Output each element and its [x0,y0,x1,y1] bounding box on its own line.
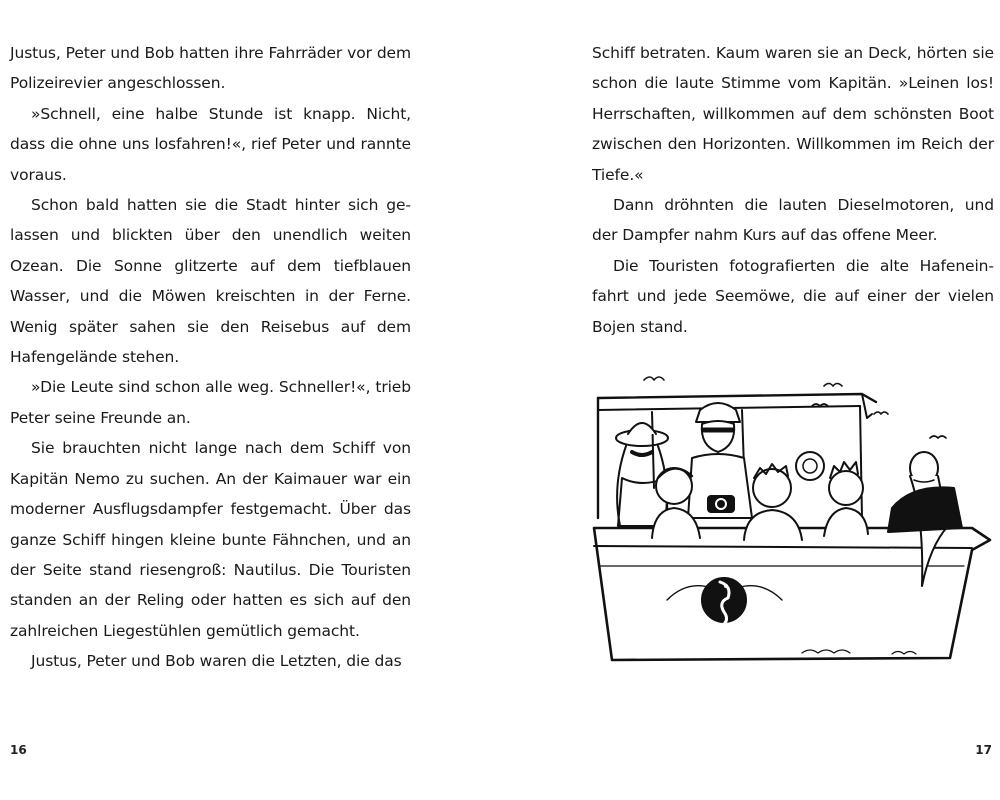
left-page-text [10,38,411,677]
paragraph: Schiff betraten. Kaum waren sie an Deck, hörten sie schon die laute Stimme vom Kapitän. »Leinen los! Herrschaften, willkommen auf dem schönsten Boot zwischen den Horizonten. Willkommen im Reich der Tiefe.« [592,44,994,184]
paragraph: Die Touristen fotografierten die alte Hafeneinfahrt und jede Seemöwe, die auf einer der vielen Bojen stand. [592,256,994,336]
paragraph: »Die Leute sind schon alle weg. Schneller!«, trieb Peter seine Freunde an. [10,378,411,427]
paragraph: Schon bald hatten sie die Stadt hinter sich gelassen und blickten über den unendlich weiten Ozean. Die Sonne glitzerte auf dem tiefblauen Wasser, und die Möwen kreischten in der Ferne. Wenig später sahen sie den Reisebus auf dem Hafengelände stehen. [10,196,411,367]
page-number-left: 16 [10,743,27,757]
paragraph: Dann dröhnten die lauten Dieselmotoren, und der Dampfer nahm Kurs auf das offene Meer. [592,196,994,245]
boy-peter [744,464,802,540]
right-page-text [592,38,994,342]
paragraph: Justus, Peter und Bob waren die Letzten, die das [31,652,402,671]
boat-illustration [592,368,992,668]
page-number-right: 17 [975,743,992,757]
paragraph: »Schnell, eine halbe Stunde ist knapp. Nicht, dass die ohne uns losfahren!«, rief Peter und rannte voraus. [10,104,411,184]
right-page [500,0,1000,800]
paragraph: Sie brauchten nicht lange nach dem Schiff von Kapitän Nemo zu suchen. An der Kaimauer war ein moderner Ausflugsdampfer festgemacht. Über das ganze Schiff hingen kleine bunte Fähnchen, und an der Seite stand riesengroß: Nautilus. Die Touristen standen an der Reling oder hatten es sich auf den zahlreichen Liegestühlen gemütlich gemacht. [10,439,411,640]
paragraph: Justus, Peter und Bob hatten ihre Fahrräder vor dem Polizeirevier angeschlossen. [10,44,411,93]
